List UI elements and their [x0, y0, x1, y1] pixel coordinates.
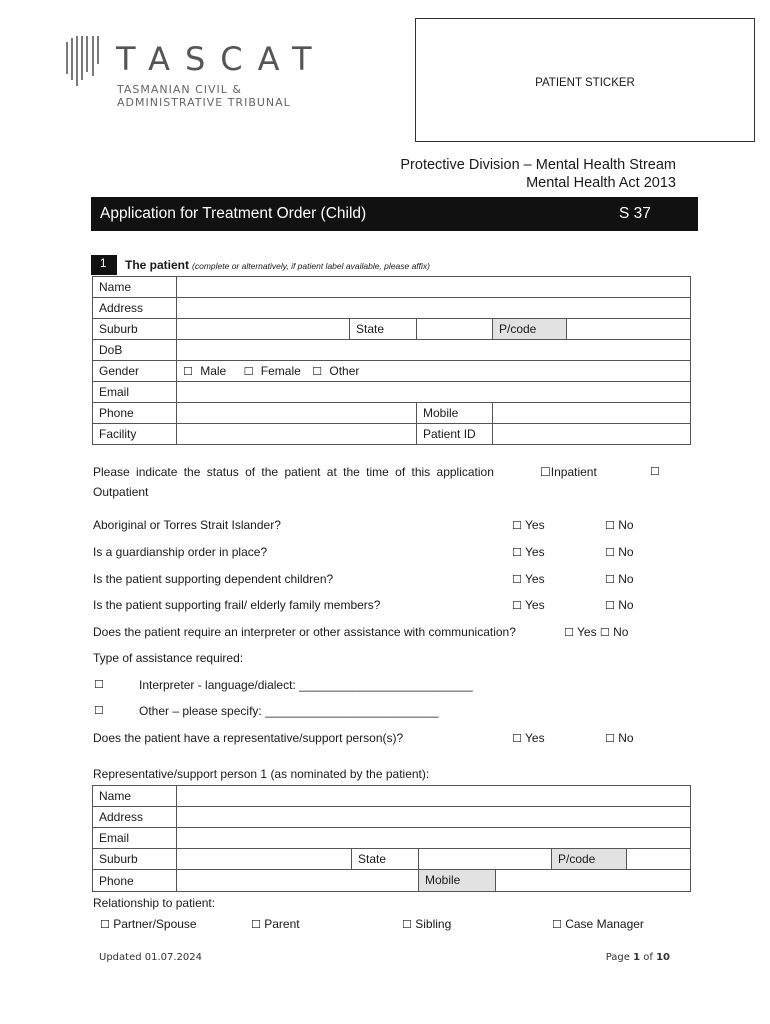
- rep-email-field[interactable]: [177, 828, 691, 849]
- yes-checkbox[interactable]: ☐: [512, 519, 522, 532]
- yes-label: Yes: [525, 518, 545, 532]
- outpatient-label: Outpatient: [93, 485, 149, 499]
- facility-field[interactable]: [177, 424, 417, 445]
- question-text: Is the patient supporting frail/ elderly family members?: [93, 598, 381, 612]
- representative-question: Does the patient have a representative/support person(s)?: [93, 731, 404, 745]
- status-question: Please indicate the status of the patient at the time of this application: [93, 465, 494, 479]
- other-label: Other: [329, 364, 360, 378]
- parent-checkbox[interactable]: ☐: [251, 918, 261, 931]
- sibling-checkbox[interactable]: ☐: [402, 918, 412, 931]
- address-field[interactable]: [177, 298, 691, 319]
- patient-details-table: [92, 276, 691, 445]
- inpatient-option[interactable]: ☐Inpatient: [540, 465, 597, 479]
- rep-pcode-label: P/code: [552, 849, 627, 870]
- rep-name-field[interactable]: [177, 786, 691, 807]
- name-label: Name: [93, 277, 177, 298]
- female-checkbox[interactable]: ☐: [243, 365, 254, 378]
- outpatient-checkbox[interactable]: ☐: [650, 465, 660, 478]
- question-text: Aboriginal or Torres Strait Islander?: [93, 518, 281, 532]
- parent-label: Parent: [264, 917, 300, 931]
- male-checkbox[interactable]: ☐: [183, 365, 193, 378]
- sibling-label: Sibling: [415, 917, 452, 931]
- no-checkbox[interactable]: ☐: [605, 573, 615, 586]
- male-label: Male: [200, 364, 227, 378]
- interpreter-no-checkbox[interactable]: ☐: [599, 626, 610, 639]
- no-checkbox[interactable]: ☐: [605, 519, 615, 532]
- yes-checkbox[interactable]: ☐: [512, 573, 522, 586]
- assistance-label: Type of assistance required:: [93, 651, 244, 665]
- pcode-label: P/code: [493, 319, 567, 340]
- gender-options: [177, 361, 691, 382]
- interpreter-yes-label: Yes: [577, 625, 597, 639]
- other-checkbox[interactable]: ☐: [312, 365, 323, 378]
- no-label: No: [618, 518, 634, 532]
- partner-label: Partner/Spouse: [113, 917, 197, 931]
- gender-label: Gender: [93, 361, 177, 382]
- no-label: No: [618, 545, 634, 559]
- page-number: Page 1 of 10: [605, 952, 670, 963]
- phone-field[interactable]: [177, 403, 417, 424]
- no-label: No: [618, 572, 634, 586]
- case-manager-checkbox[interactable]: ☐: [552, 918, 562, 931]
- other-assistance-field[interactable]: Other – please specify: __________________________: [139, 704, 439, 718]
- representative-yes-checkbox[interactable]: ☐: [512, 732, 522, 745]
- rep-name-label: Name: [93, 786, 177, 807]
- mobile-label: Mobile: [417, 403, 493, 424]
- question-text: Is a guardianship order in place?: [93, 545, 268, 559]
- phone-label: Phone: [93, 403, 177, 424]
- partner-checkbox[interactable]: ☐: [100, 918, 110, 931]
- rep-suburb-field[interactable]: [177, 849, 352, 870]
- suburb-label: Suburb: [93, 319, 177, 340]
- logo-wordmark: TASCAT: [116, 40, 327, 78]
- representative-yes-label: Yes: [525, 731, 545, 745]
- representative-no-checkbox[interactable]: ☐: [605, 732, 615, 745]
- section-title: The patient (complete or alternatively, if patient label available, please affix): [125, 258, 430, 272]
- patient-id-label: Patient ID: [417, 424, 493, 445]
- state-field[interactable]: [417, 319, 493, 340]
- yes-checkbox[interactable]: ☐: [512, 546, 522, 559]
- patient-id-field[interactable]: [493, 424, 691, 445]
- address-label: Address: [93, 298, 177, 319]
- dob-field[interactable]: [177, 340, 691, 361]
- interpreter-question: Does the patient require an interpreter or other assistance with communication?: [93, 625, 516, 639]
- representative-table: [92, 785, 691, 892]
- rep-address-field[interactable]: [177, 807, 691, 828]
- no-checkbox[interactable]: ☐: [605, 546, 615, 559]
- no-label: No: [618, 598, 634, 612]
- yes-label: Yes: [525, 598, 545, 612]
- rep-mobile-label: Mobile: [419, 870, 496, 891]
- rep-phone-label: Phone: [93, 870, 177, 892]
- state-label: State: [350, 319, 417, 340]
- yes-checkbox[interactable]: ☐: [512, 599, 522, 612]
- name-field[interactable]: [177, 277, 691, 298]
- updated-date: Updated 01.07.2024: [99, 952, 202, 963]
- section-ref: S 37: [619, 205, 651, 222]
- rep-email-label: Email: [93, 828, 177, 849]
- other-assistance-checkbox[interactable]: ☐: [94, 704, 104, 717]
- email-field[interactable]: [177, 382, 691, 403]
- interpreter-language-field[interactable]: Interpreter - language/dialect: __________________________: [139, 678, 473, 692]
- division-heading: Protective Division – Mental Health Stream Mental Health Act 2013: [400, 157, 676, 191]
- mobile-field[interactable]: [493, 403, 691, 424]
- representative-heading: Representative/support person 1 (as nominated by the patient):: [93, 767, 430, 781]
- question-text: Is the patient supporting dependent children?: [93, 572, 334, 586]
- sticker-label: PATIENT STICKER: [535, 77, 635, 89]
- yes-label: Yes: [525, 572, 545, 586]
- female-label: Female: [260, 364, 301, 378]
- interpreter-yes-checkbox[interactable]: ☐: [564, 626, 574, 639]
- yes-label: Yes: [525, 545, 545, 559]
- form-title-bar: [91, 197, 698, 231]
- section-number: 1: [91, 255, 117, 275]
- suburb-field[interactable]: [177, 319, 350, 340]
- relationship-label: Relationship to patient:: [93, 896, 216, 910]
- logo-bars-icon: [66, 36, 100, 86]
- rep-address-label: Address: [93, 807, 177, 828]
- interpreter-language-checkbox[interactable]: ☐: [94, 678, 104, 691]
- section-note: (complete or alternatively, if patient label available, please affix): [192, 261, 430, 271]
- rep-phone-field[interactable]: [177, 870, 419, 892]
- email-label: Email: [93, 382, 177, 403]
- rep-mobile-cell: [419, 870, 691, 892]
- rep-state-label: State: [352, 849, 419, 870]
- no-checkbox[interactable]: ☐: [605, 599, 615, 612]
- rep-suburb-label: Suburb: [93, 849, 177, 870]
- interpreter-no-label: No: [613, 625, 629, 639]
- patient-sticker-box: [415, 18, 755, 142]
- logo-subtitle: TASMANIAN CIVIL & ADMINISTRATIVE TRIBUNAL: [117, 83, 291, 109]
- form-title: Application for Treatment Order (Child): [100, 205, 367, 222]
- case-manager-label: Case Manager: [565, 917, 644, 931]
- dob-label: DoB: [93, 340, 177, 361]
- rep-pcode-field[interactable]: [627, 849, 691, 870]
- rep-state-field[interactable]: [419, 849, 552, 870]
- pcode-field[interactable]: [567, 319, 691, 340]
- facility-label: Facility: [93, 424, 177, 445]
- representative-no-label: No: [618, 731, 634, 745]
